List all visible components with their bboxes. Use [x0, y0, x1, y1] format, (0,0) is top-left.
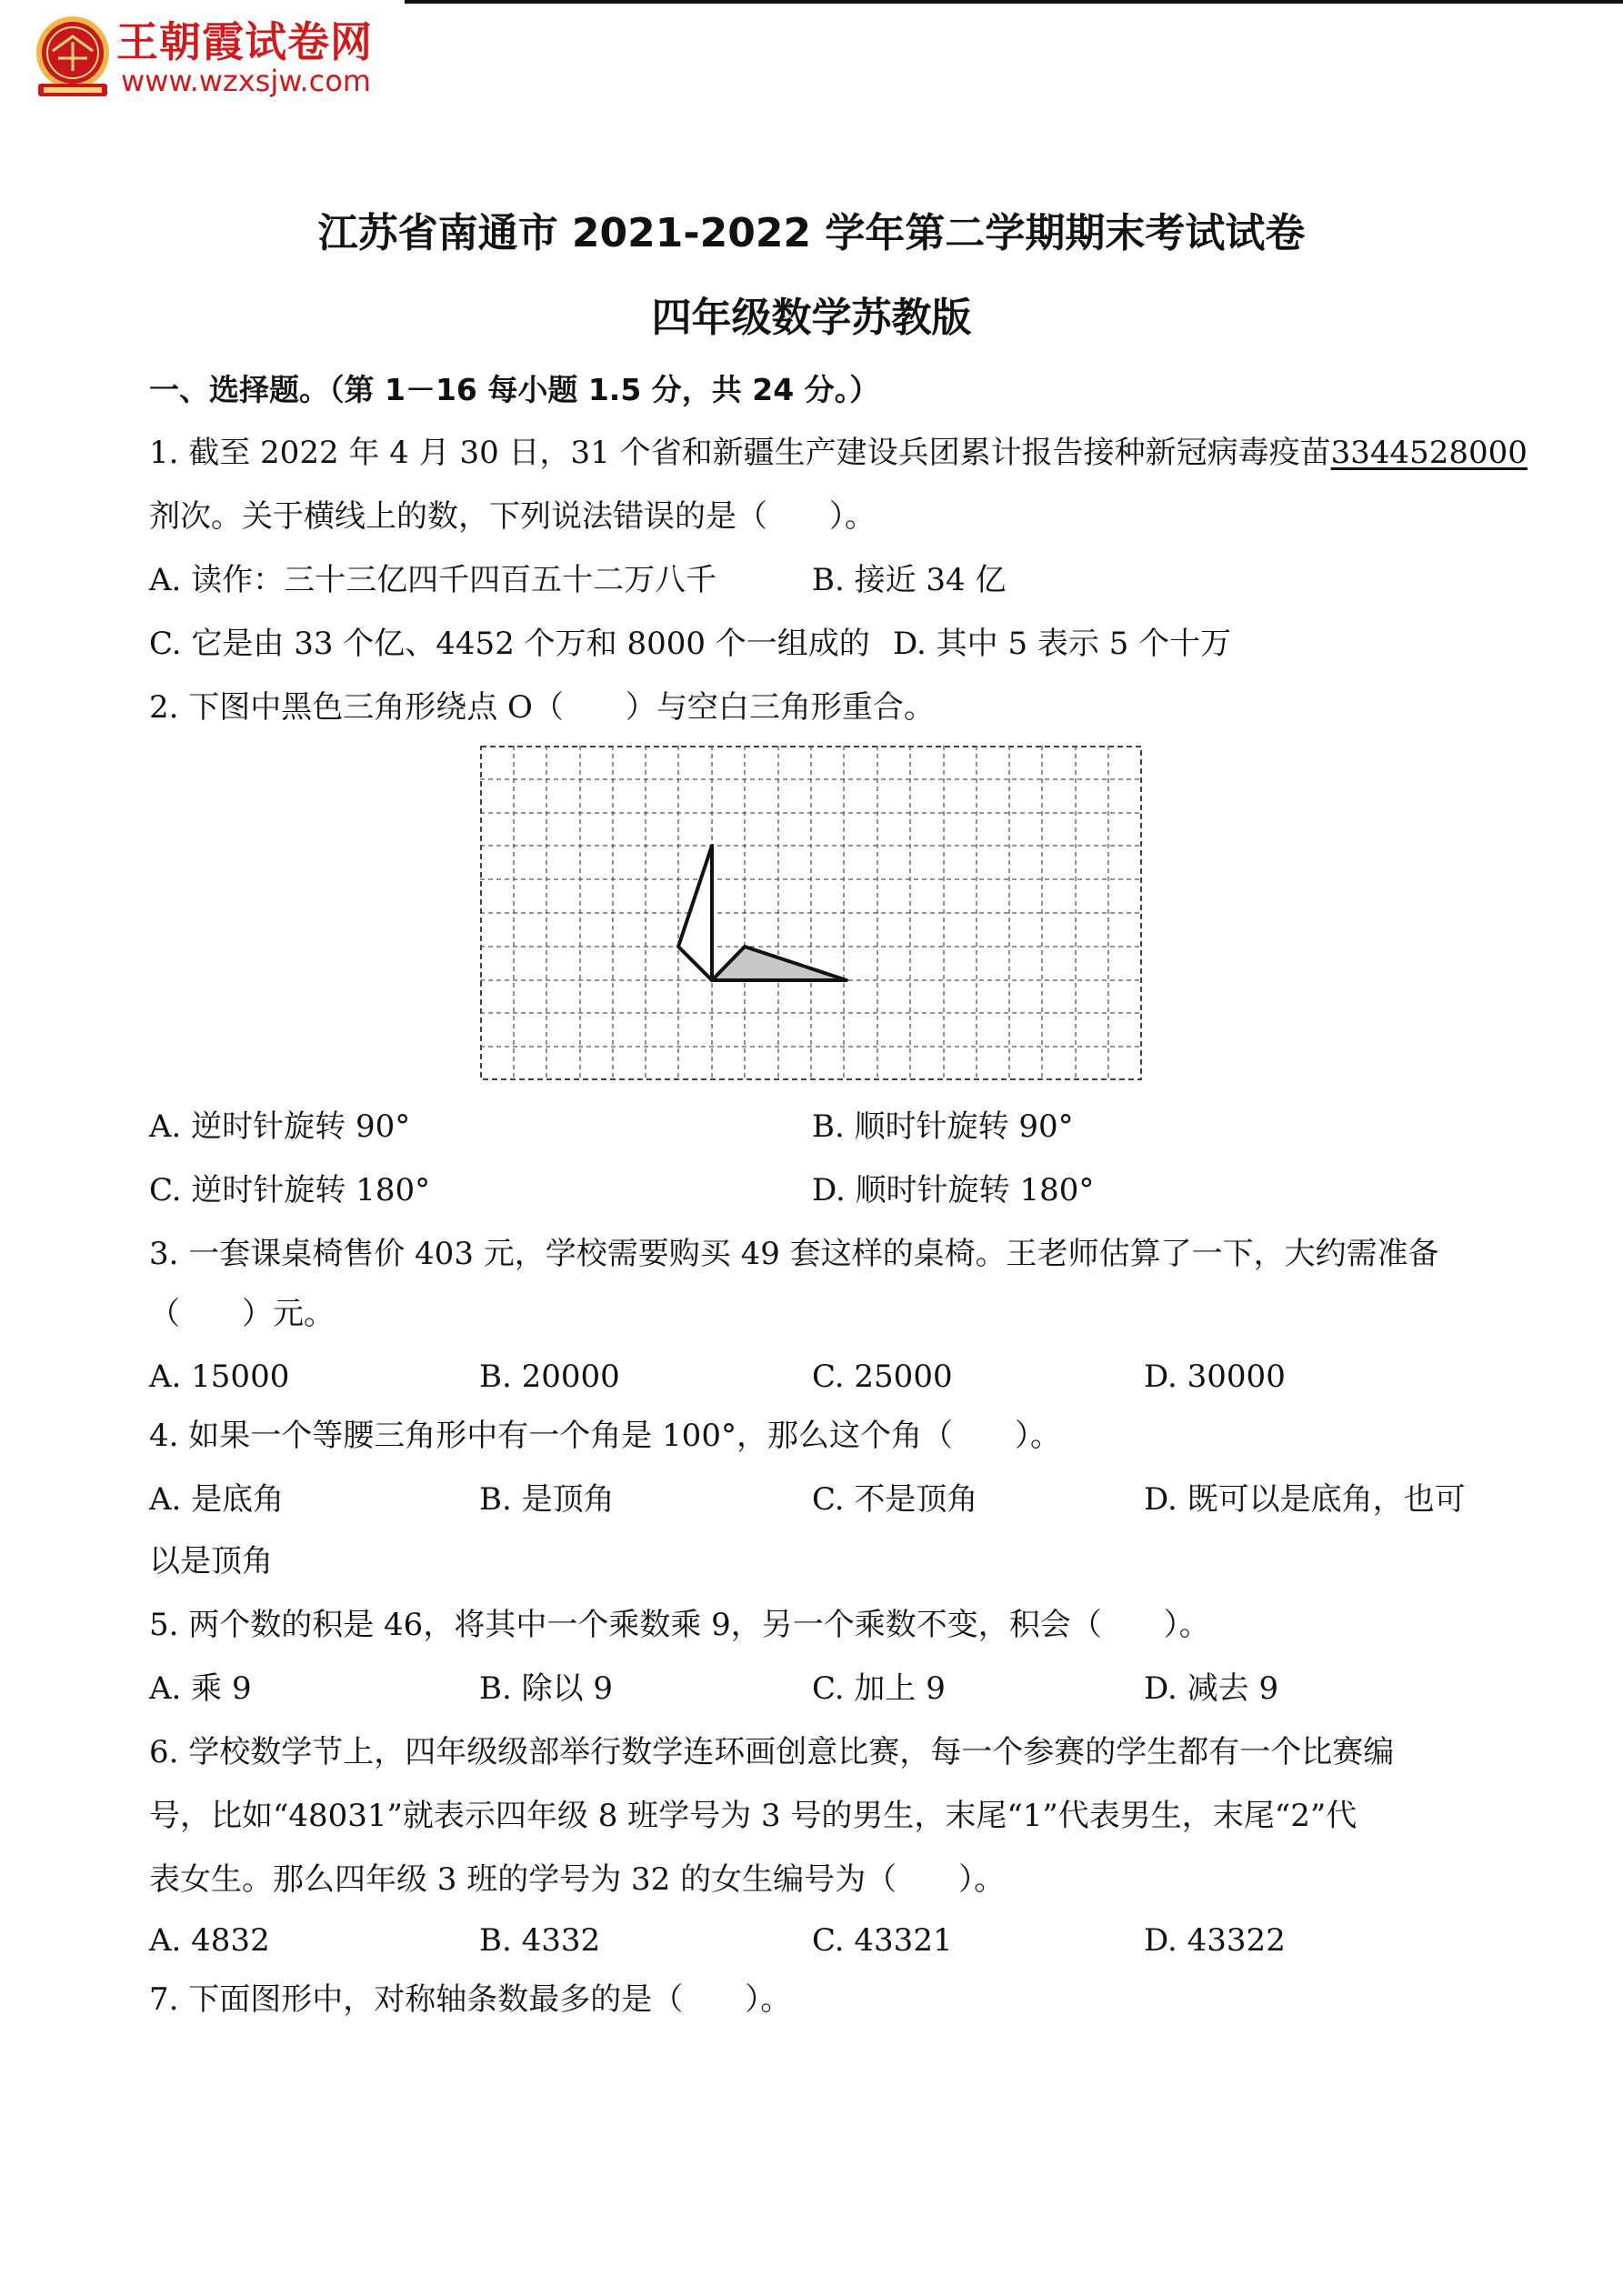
question-6-line-1: 6. 学校数学节上，四年级级部举行数学连环画创意比赛，每一个参赛的学生都有一个比赛编	[149, 1734, 1395, 1770]
q5-option-c: C. 加上 9	[812, 1670, 946, 1707]
q5-option-a: A. 乘 9	[149, 1670, 252, 1707]
question-4-text: 4. 如果一个等腰三角形中有一个角是 100°，那么这个角（ ）。	[149, 1418, 1061, 1454]
question-6-line-2: 号，比如“48031”就表示四年级 8 班学号为 3 号的男生，末尾“1”代表男生，末尾“2”代	[149, 1798, 1358, 1834]
q1-option-c: C. 它是由 33 个亿、4452 个万和 8000 个一组成的	[149, 626, 870, 662]
q4-option-b: B. 是顶角	[479, 1481, 615, 1518]
q6-option-d: D. 43322	[1144, 1922, 1286, 1959]
question-6-line-3: 表女生。那么四年级 3 班的学号为 32 的女生编号为（ ）。	[149, 1861, 1006, 1898]
question-1-text: 1. 截至 2022 年 4 月 30 日，31 个省和新疆生产建设兵团累计报告接种新冠病毒疫苗	[149, 435, 1331, 471]
question-7-text: 7. 下面图形中，对称轴条数最多的是（ ）。	[149, 1981, 792, 2018]
question-2-text: 2. 下图中黑色三角形绕点 O（ ）与空白三角形重合。	[149, 689, 935, 726]
question-5-text: 5. 两个数的积是 46，将其中一个乘数乘 9，另一个乘数不变，积会（ ）。	[149, 1607, 1210, 1643]
rotation-grid-figure	[480, 746, 1142, 1080]
q5-option-d: D. 减去 9	[1144, 1670, 1279, 1707]
question-3-line-2: （ ）元。	[149, 1296, 335, 1332]
q3-option-b: B. 20000	[479, 1359, 620, 1395]
page-subtitle: 四年级数学苏教版	[651, 295, 972, 341]
q4-option-d-continuation: 以是顶角	[149, 1543, 273, 1579]
q2-option-c: C. 逆时针旋转 180°	[149, 1172, 431, 1208]
q2-option-d: D. 顺时针旋转 180°	[812, 1172, 1095, 1208]
q1-option-a: A. 读作：三十三亿四千四百五十二万八千	[149, 562, 717, 598]
brand-name: 王朝霞试卷网	[116, 17, 373, 66]
wangzhaoxia-seal-logo-icon	[27, 11, 118, 102]
page-title: 江苏省南通市 2021-2022 学年第二学期期末考试试卷	[317, 210, 1306, 256]
q4-option-c: C. 不是顶角	[812, 1481, 978, 1518]
question-3-line-1: 3. 一套课桌椅售价 403 元，学校需要购买 49 套这样的桌椅。王老师估算了一下，大约需准备	[149, 1236, 1439, 1272]
brand-url[interactable]: www.wzxsjw.com	[121, 64, 371, 98]
q1-option-b: B. 接近 34 亿	[812, 562, 1007, 598]
q6-option-a: A. 4832	[149, 1922, 270, 1959]
question-1-line-2: 剂次。关于横线上的数，下列说法错误的是（ ）。	[149, 498, 876, 535]
q4-option-a: A. 是底角	[149, 1481, 285, 1518]
q5-option-b: B. 除以 9	[479, 1670, 614, 1707]
section-heading: 一、选择题。（第 1－16 每小题 1.5 分，共 24 分。）	[149, 372, 880, 407]
underlined-number: 3344528000	[1330, 435, 1528, 471]
question-1-line-1	[149, 435, 1528, 471]
top-rule	[405, 0, 1623, 4]
q3-option-c: C. 25000	[812, 1359, 953, 1395]
q2-option-a: A. 逆时针旋转 90°	[149, 1108, 411, 1145]
q2-option-b: B. 顺时针旋转 90°	[812, 1108, 1074, 1145]
q6-option-c: C. 43321	[812, 1922, 953, 1959]
q3-option-a: A. 15000	[149, 1359, 290, 1395]
q1-option-d: D. 其中 5 表示 5 个十万	[893, 626, 1232, 662]
q6-option-b: B. 4332	[479, 1922, 601, 1959]
q4-option-d: D. 既可以是底角，也可	[1144, 1481, 1466, 1518]
q3-option-d: D. 30000	[1144, 1359, 1286, 1395]
